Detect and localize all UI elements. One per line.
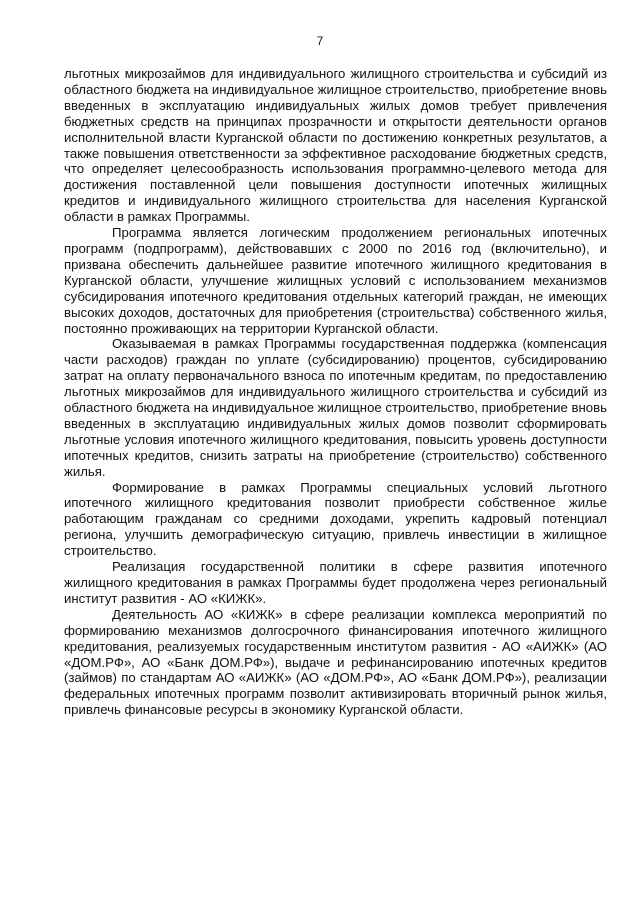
paragraph-continuation: льготных микрозаймов для индивидуального жилищного строительства и субсидий из областного бюджета на индивидуальное жилищное строительство, приобретение вновь введенных в эксплуатацию индивидуальных жилых домов требует привлечения бюджетных средств на принципах прозрачности и открытости деятельности органов исполнительной власти Курганской области по достижению конкретных результатов, а также повышения ответственности за эффективное расходование бюджетных средств, что определяет целесообразность использования программно-целевого метода для достижения поставленной цели повышения доступности ипотечных жилищных кредитов и индивидуального жилищного строительства для населения Курганской области в рамках Программы. (64, 66, 607, 225)
paragraph-special-conditions: Формирование в рамках Программы специальных условий льготного ипотечного жилищного кредитования позволит приобрести собственное жилье работающим гражданам со средними доходами, укрепить кадровый потенциал региона, улучшить демографическую ситуацию, привлечь инвестиции в жилищное строительство. (64, 479, 607, 559)
paragraph-program-continuation: Программа является логическим продолжением региональных ипотечных программ (подпрограмм), действовавших с 2000 по 2016 год (включительно), и призвана обеспечить дальнейшее развитие ипотечного жилищного кредитования в Курганской области, улучшение жилищных условий с использованием механизмов субсидирования ипотечного кредитования отдельных категорий граждан, не имеющих высоких доходов, достаточных для приобретения (строительства) собственного жилья, постоянно проживающих на территории Курганской области. (64, 225, 607, 336)
paragraph-state-support: Оказываемая в рамках Программы государственная поддержка (компенсация части расходов) граждан по уплате (субсидированию) процентов, субсидированию затрат на оплату первоначального взноса по ипотечным кредитам, по предоставлению льготных микрозаймов для индивидуального жилищного строительства и субсидий из областного бюджета на индивидуальное жилищное строительство, приобретение вновь введенных в эксплуатацию индивидуальных жилых домов позволит сформировать льготные условия ипотечного жилищного кредитования, повысить уровень доступности ипотечных кредитов, снизить затраты на приобретение (строительство) собственного жилья. (64, 336, 607, 479)
paragraph-kizhk-activity: Деятельность АО «КИЖК» в сфере реализации комплекса мероприятий по формированию механизмов долгосрочного финансирования ипотечного жилищного кредитования, реализуемых государственным институтом развития - АО «АИЖК» (АО «ДОМ.РФ», АО «Банк ДОМ.РФ»), выдаче и рефинансированию ипотечных кредитов (займов) по стандартам АО «АИЖК» (АО «ДОМ.РФ», АО «Банк ДОМ.РФ»), реализации федеральных ипотечных программ позволит активизировать вторичный рынок жилья, привлечь финансовые ресурсы в экономику Курганской области. (64, 606, 607, 718)
page-number: 7 (316, 34, 324, 48)
document-body (64, 66, 607, 718)
paragraph-state-policy: Реализация государственной политики в сфере развития ипотечного жилищного кредитования в рамках Программы будет продолжена через региональный институт развития - АО «КИЖК». (64, 559, 607, 606)
